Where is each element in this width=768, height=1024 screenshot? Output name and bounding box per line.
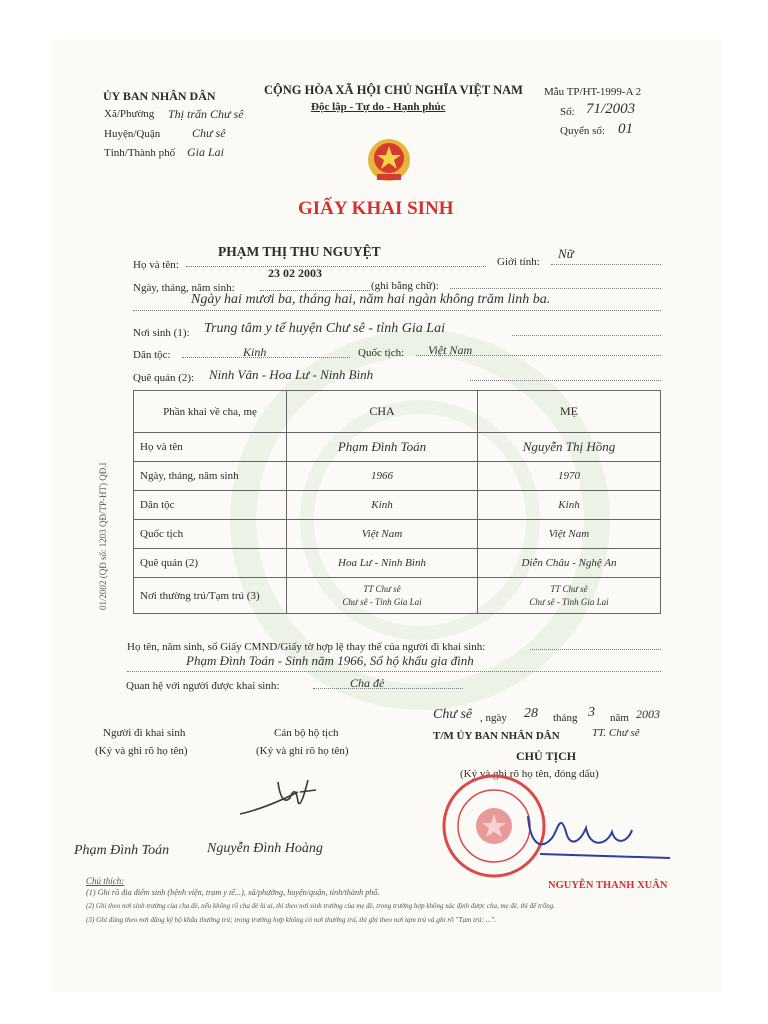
table-row [134,578,661,614]
mother-hometown: Diễn Châu - Nghệ An [478,549,661,578]
table-header-father: CHA [287,391,478,433]
officer-name: Nguyễn Đình Hoàng [207,841,323,856]
registry-number-value: 71/2003 [586,101,636,117]
child-name-line [186,266,486,267]
father-nationality: Việt Nam [287,520,478,549]
mother-ethnicity: Kinh [478,491,661,520]
father-birth-year: 1966 [287,462,478,491]
dob-label: Ngày, tháng, năm sinh: [133,282,235,294]
mother-name: Nguyễn Thị Hồng [478,433,661,462]
day-value: 28 [524,706,538,721]
father-residence-line2: Chư sê - Tỉnh Gia Lai [342,596,422,607]
child-name-label: Họ và tên: [133,259,179,271]
day-label: , ngày [480,712,507,724]
nation-heading: CỘNG HÒA XÃ HỘI CHỦ NGHĨA VIỆT NAM [264,83,523,97]
gender-label: Giới tính: [497,256,540,268]
mother-residence [478,578,661,614]
mother-residence-line1: TT Chư sê [550,583,588,594]
ward-label: Xã/Phường [104,108,155,120]
officer-sign-note: (Ký và ghi rõ họ tên) [256,745,349,757]
month-value: 3 [588,705,595,720]
hometown-label: Quê quán (2): [133,372,195,384]
signing-place: Chư sê [433,707,473,722]
mother-birth-year: 1970 [478,462,661,491]
form-reference-note [98,233,108,610]
table-row [134,491,661,520]
child-name-value: PHẠM THỊ THU NGUYỆT [218,244,381,259]
ward-value: Thị trấn Chư sê [168,107,244,121]
declarant-value: Phạm Đình Toán - Sinh năm 1966, Sổ hộ khẩu gia đình [186,653,474,668]
month-label: tháng [553,712,578,724]
officer-signature-icon [238,772,328,822]
note-1: (1) Ghi rõ địa điểm sinh (bệnh viện, trạm y tế...), xã/phường, huyện/quận, tỉnh/thành phố. [86,888,380,897]
row-label: Nơi thường trú/Tạm trú (3) [134,578,287,614]
year-label: năm [610,712,629,724]
national-emblem-icon [364,136,414,186]
dob-words-value: Ngày hai mươi ba, tháng hai, năm hai ngàn không trăm linh ba. [191,292,551,307]
nationality-value: Việt Nam [428,343,473,357]
notes-title: Chú thích: [86,876,125,886]
row-label: Dân tộc [134,491,287,520]
father-ethnicity: Kinh [287,491,478,520]
row-label: Quốc tịch [134,520,287,549]
row-label: Ngày, tháng, năm sinh [134,462,287,491]
gender-line [551,264,661,265]
committee-heading: ỦY BAN NHÂN DÂN [103,89,216,103]
parents-table [133,390,661,614]
table-row [134,462,661,491]
form-code: Mẫu TP/HT-1999-A 2 [544,86,642,98]
hometown-value: Ninh Vân - Hoa Lư - Ninh Bình [209,367,374,382]
motto: Độc lập - Tự do - Hạnh phúc [311,101,446,113]
dob-line [260,290,370,291]
province-label: Tỉnh/Thành phố [104,147,176,159]
nationality-label: Quốc tịch: [358,347,405,359]
dob-words-line [450,288,661,289]
father-hometown: Hoa Lư - Ninh Bình [287,549,478,578]
declarant-name: Phạm Đình Toán [74,843,170,858]
declarant-line [530,649,661,650]
declarant-sign-title: Người đi khai sinh [103,727,186,739]
chairman-name: NGUYỄN THANH XUÂN [548,880,668,891]
table-row [134,433,661,462]
father-residence [287,578,478,614]
ethnicity-label: Dân tộc: [133,349,171,361]
ethnicity-value: Kinh [243,345,267,359]
table-header-label: Phần khai về cha, mẹ [134,391,287,433]
relation-line [313,688,463,689]
birthplace-line [512,335,661,336]
row-label: Họ và tên [134,433,287,462]
note-3: (3) Ghi đúng theo nơi đăng ký hộ khẩu thường trú; trong trường hợp không có nơi thường trú, thì ghi theo nơi tạm trú và ghi rõ "Tạm trú: ...". [86,916,496,924]
note-2: (2) Ghi theo nơi sinh trưởng của cha đẻ, nếu không rõ cha đẻ là ai, thì theo nơi sinh trưởng của mẹ đẻ, trong trường hợp không xác định được cha, mẹ đẻ, thì để trống. [86,902,555,910]
gender-value: Nữ [558,246,574,261]
table-row [134,520,661,549]
document-title: GIẤY KHAI SINH [298,198,454,219]
province-value: Gia Lai [187,145,225,159]
hometown-line [470,380,661,381]
father-name: Phạm Đình Toán [287,433,478,462]
table-header-mother: MẸ [478,391,661,433]
birthplace-label: Nơi sinh (1): [133,327,190,339]
form-reference-text: 01/2002 (QĐ số: 1203 QĐ/TP-HT) QĐ.I [98,462,108,610]
table-row [134,549,661,578]
chairman-title: CHỦ TỊCH [516,749,577,763]
dob-value: 23 02 2003 [268,266,322,280]
father-residence-line1: TT Chư sê [363,583,401,594]
birthplace-value: Trung tâm y tế huyện Chư sê - tỉnh Gia Lai [204,321,445,336]
committee-signature-value: TT. Chư sê [592,727,640,739]
declarant-label: Họ tên, năm sinh, số Giấy CMND/Giấy tờ hợp lệ thay thế của người đi khai sinh: [127,641,486,653]
table-header-row [134,391,661,433]
book-number-label: Quyển số: [560,125,605,137]
relation-value: Cha đẻ [350,676,385,690]
book-number-value: 01 [618,121,633,137]
declarant-sign-note: (Ký và ghi rõ họ tên) [95,745,188,757]
officer-sign-title: Cán bộ hộ tịch [274,727,339,739]
committee-signature-title: T/M ỦY BAN NHÂN DÂN [433,730,560,742]
declarant-line-2 [127,671,661,672]
mother-nationality: Việt Nam [478,520,661,549]
district-label: Huyện/Quận [104,128,161,140]
dob-words-label: (ghi bằng chữ): [371,280,439,292]
dob-words-line-2 [133,310,661,311]
chairman-signature-icon [520,802,680,862]
chairman-note: (Ký và ghi rõ họ tên, đóng dấu) [460,768,599,780]
relation-label: Quan hệ với người được khai sinh: [126,680,280,692]
district-value: Chư sê [192,126,226,140]
mother-residence-line2: Chư sê - Tỉnh Gia Lai [529,596,609,607]
registry-number-label: Số: [560,106,575,118]
row-label: Quê quán (2) [134,549,287,578]
year-value: 2003 [636,707,660,721]
